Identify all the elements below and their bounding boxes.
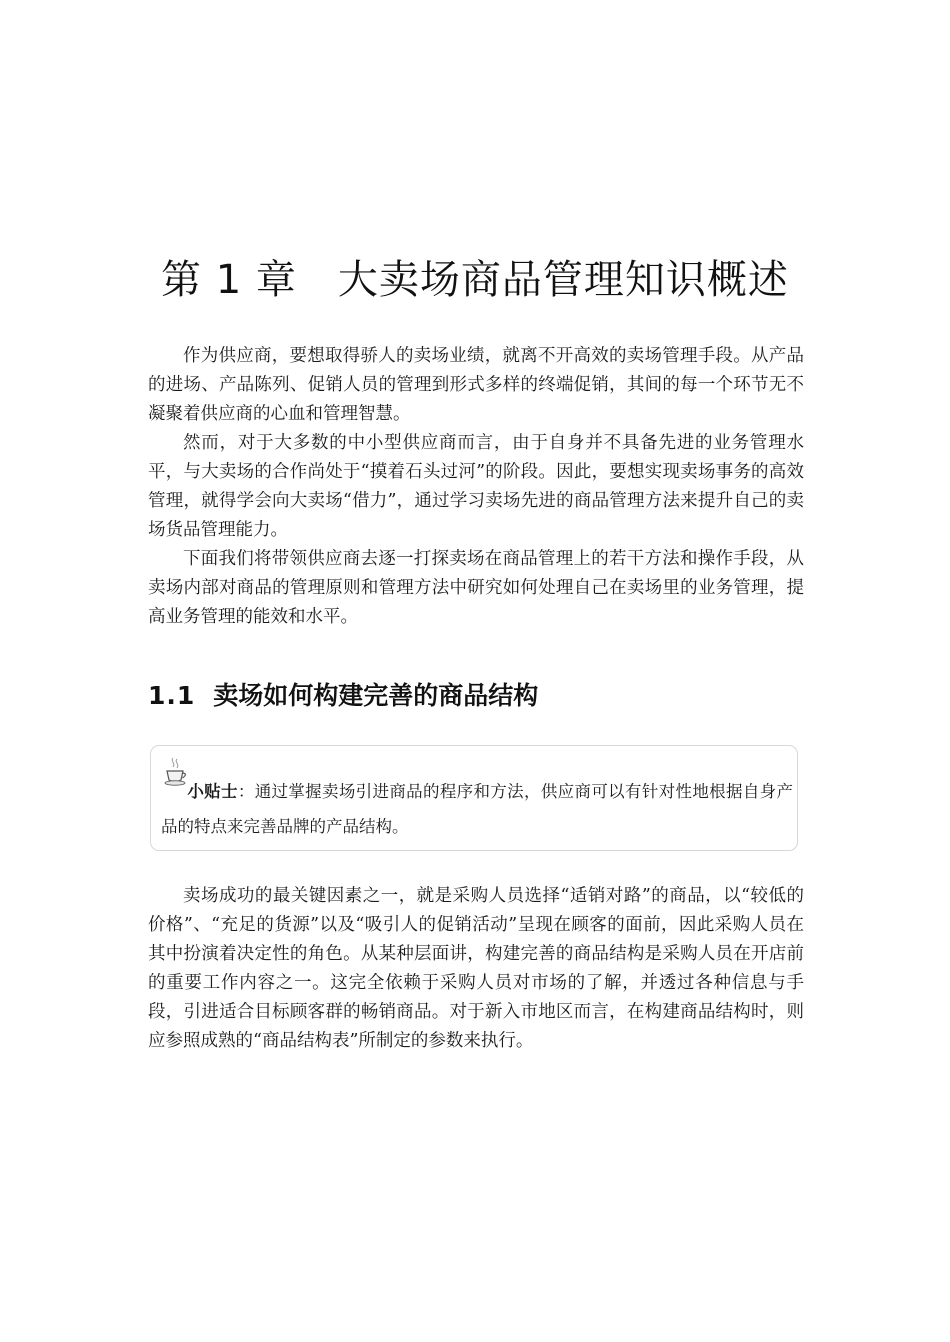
paragraph: 卖场成功的最关键因素之一，就是采购人员选择“适销对路”的商品，以“较低的价格”、“充足的货源”以及“吸引人的促销活动”呈现在顾客的面前，因此采购人员在其中扮演着决定性的角色。从某种层面讲，构建完善的商品结构是采购人员在开店前的重要工作内容之一。这完全依赖于采购人员对市场的了解，并透过各种信息与手段，引进适合目标顾客群的畅销商品。对于新入市地区而言，在构建商品结构时，则应参照成熟的“商品结构表”所制定的参数来执行。 bbox=[148, 886, 804, 1051]
tip-content: 通过掌握卖场引进商品的程序和方法，供应商可以有针对性地根据自身产品的特点来完善品牌的产品结构。 bbox=[161, 782, 794, 836]
paragraph: 然而，对于大多数的中小型供应商而言，由于自身并不具备先进的业务管理水平，与大卖场的合作尚处于“摸着石头过河”的阶段。因此，要想实现卖场事务的高效管理，就得学会向大卖场“借力”，通过学习卖场先进的商品管理方法来提升自己的卖场货品管理能力。 bbox=[148, 433, 804, 540]
section-title: 卖场如何构建完善的商品结构 bbox=[213, 681, 539, 710]
paragraph: 下面我们将带领供应商去逐一打探卖场在商品管理上的若干方法和操作手段，从卖场内部对商品的管理原则和管理方法中研究如何处理自己在卖场里的业务管理，提高业务管理的能效和水平。 bbox=[148, 549, 804, 627]
tip-label: 小贴士 bbox=[187, 782, 238, 801]
intro-text bbox=[148, 342, 804, 632]
paragraph: 作为供应商，要想取得骄人的卖场业绩，就离不开高效的卖场管理手段。从产品的进场、产品陈列、促销人员的管理到形式多样的终端促销，其间的每一个环节无不凝聚着供应商的心血和管理智慧。 bbox=[148, 346, 804, 424]
chapter-title: 第 1 章 大卖场商品管理知识概述 bbox=[161, 257, 789, 303]
section-heading bbox=[148, 676, 538, 712]
tip-text bbox=[161, 774, 793, 844]
tip-box bbox=[150, 745, 798, 851]
body-text bbox=[148, 882, 804, 1056]
tip-separator: ： bbox=[237, 782, 255, 801]
section-number: 1.1 bbox=[148, 681, 196, 710]
